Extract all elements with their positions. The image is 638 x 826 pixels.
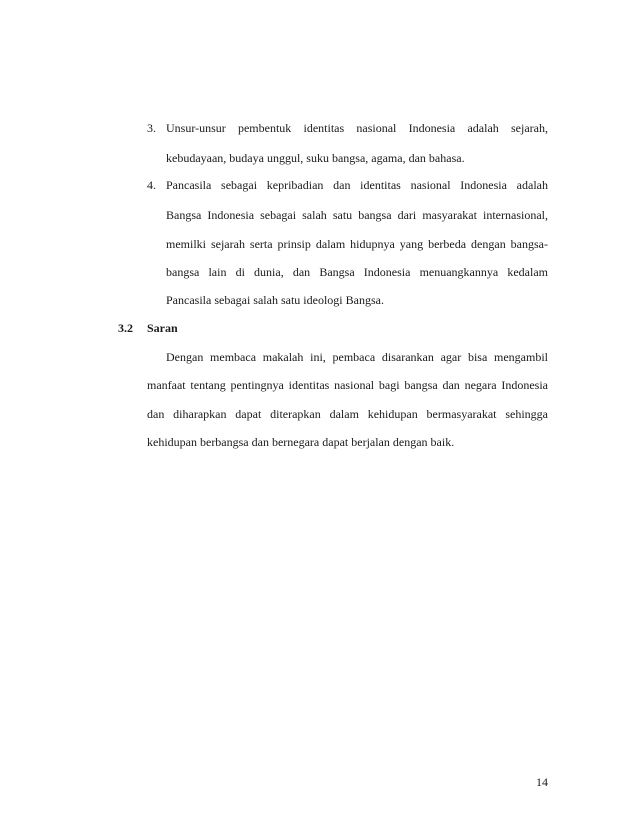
- page-number: 14: [536, 775, 548, 789]
- list-item-line: Unsur-unsur pembentuk identitas nasional Indonesia adalah sejarah,: [166, 121, 548, 135]
- section-number: 3.2: [118, 321, 133, 335]
- list-item-line: bangsa lain di dunia, dan Bangsa Indonesia menuangkannya kedalam: [166, 265, 548, 279]
- paragraph-line: kehidupan berbangsa dan bernegara dapat berjalan dengan baik.: [147, 435, 455, 449]
- list-item-line: kebudayaan, budaya unggul, suku bangsa, agama, dan bahasa.: [166, 151, 465, 165]
- list-item-number: 3.: [147, 121, 156, 135]
- paragraph-line: dan diharapkan dapat diterapkan dalam kehidupan bermasyarakat sehingga: [147, 407, 548, 421]
- section-title: Saran: [147, 321, 178, 335]
- paragraph-line: Dengan membaca makalah ini, pembaca disarankan agar bisa mengambil: [166, 350, 548, 364]
- list-item-number: 4.: [147, 178, 156, 192]
- paragraph-line: manfaat tentang pentingnya identitas nasional bagi bangsa dan negara Indonesia: [147, 378, 548, 392]
- list-item-line: Bangsa Indonesia sebagai salah satu bangsa dari masyarakat internasional,: [166, 208, 548, 222]
- list-item-line: Pancasila sebagai salah satu ideologi Bangsa.: [166, 293, 384, 307]
- list-item-line: memilki sejarah serta prinsip dalam hidupnya yang berbeda dengan bangsa-: [166, 237, 548, 251]
- list-item-line: Pancasila sebagai kepribadian dan identitas nasional Indonesia adalah: [166, 178, 548, 192]
